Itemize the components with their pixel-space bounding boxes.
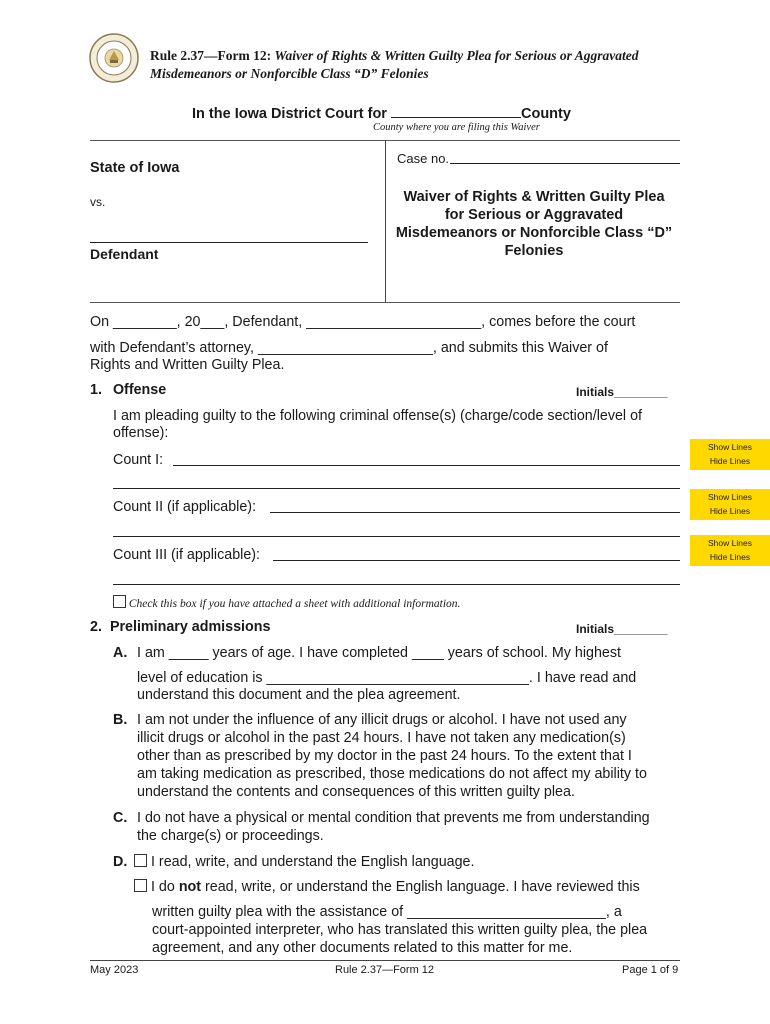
item-a-line-3: understand this document and the plea agreement.: [137, 687, 461, 703]
lines-toggle-count-2: [690, 489, 770, 520]
caption-divider: [385, 140, 386, 302]
hide-lines-button-1[interactable]: Hide Lines: [709, 456, 751, 466]
county-input[interactable]: [391, 104, 521, 118]
case-no-label: Case no.: [397, 151, 450, 166]
item-b-line-4: am taking medication as prescribed, those medications do not affect my ability to: [137, 766, 647, 782]
item-b-letter: B.: [113, 712, 128, 728]
item-d-line-5: agreement, and any other documents related to this matter for me.: [152, 940, 573, 956]
offense-text-1: I am pleading guilty to the following criminal offense(s) (charge/code section/level of: [113, 408, 642, 424]
case-no-input[interactable]: [450, 163, 680, 164]
offense-text-2: offense):: [113, 425, 169, 441]
count-2-label: Count II (if applicable):: [113, 499, 257, 515]
count-3-label: Count III (if applicable):: [113, 547, 261, 563]
count-2-input[interactable]: [270, 512, 680, 513]
item-a-line-1: I am _____ years of age. I have completed ____ years of school. My highest: [137, 645, 621, 661]
intro-line-1: On ________, 20___, Defendant, ______________________, comes before the court: [90, 314, 636, 330]
item-d-line-4: court-appointed interpreter, who has translated this written guilty plea, the plea: [152, 922, 648, 938]
intro-line-3: Rights and Written Guilty Plea.: [90, 357, 285, 373]
item-b-line-3: other than as prescribed by my doctor in the past 24 hours. To the extent that I: [137, 748, 632, 764]
section-1-heading: 1. Offense: [90, 382, 167, 398]
form-header-title: Rule 2.37—Form 12: Waiver of Rights & Written Guilty Plea for Serious or Aggravated: [150, 48, 639, 63]
intro-line-2: with Defendant’s attorney, ______________________, and submits this Waiver of: [90, 340, 608, 356]
count-3-input-line-2[interactable]: [113, 584, 680, 585]
count-2-input-line-2[interactable]: [113, 536, 680, 537]
lines-toggle-count-3: [690, 535, 770, 566]
court-line: In the Iowa District Court for County: [192, 106, 571, 122]
item-a-line-2: level of education is _________________________________. I have read and: [137, 670, 637, 686]
item-b-line-5: understand the contents and consequences of this written guilty plea.: [137, 784, 575, 800]
form-header-subtitle: Misdemeanors or Nonforcible Class “D” Felonies: [150, 66, 429, 81]
english-yes-checkbox[interactable]: [134, 854, 147, 867]
item-a-letter: A.: [113, 645, 128, 661]
item-d-letter: D.: [113, 854, 128, 870]
count-1-input[interactable]: [173, 465, 680, 466]
court-seal-logo: [89, 33, 139, 83]
hide-lines-button-3[interactable]: Hide Lines: [709, 552, 751, 562]
state-label: State of Iowa: [90, 160, 180, 176]
footer-date: May 2023: [90, 964, 139, 976]
footer-page: Page 1 of 9: [622, 964, 679, 976]
item-d-option-2: I do not read, write, or understand the English language. I have reviewed this: [134, 878, 640, 896]
item-b-line-2: illicit drugs or alcohol in the past 24 hours. I have not taken any medication(s): [137, 730, 626, 746]
attached-sheet-checkbox[interactable]: [113, 595, 126, 608]
count-3-input[interactable]: [273, 560, 680, 561]
defendant-label: Defendant: [90, 246, 159, 262]
show-lines-button-3[interactable]: Show Lines: [708, 538, 752, 548]
defendant-name-input[interactable]: [90, 242, 368, 243]
count-1-input-line-2[interactable]: [113, 488, 680, 489]
show-lines-button-1[interactable]: Show Lines: [708, 442, 752, 452]
section-2-heading: 2. Preliminary admissions: [90, 619, 271, 635]
section-2-initials[interactable]: Initials________: [576, 622, 668, 636]
footer-form: Rule 2.37—Form 12: [335, 964, 435, 976]
county-hint: County where you are filing this Waiver: [373, 122, 540, 133]
attached-sheet-row: Check this box if you have attached a sheet with additional information.: [113, 595, 460, 610]
document-title: Waiver of Rights & Written Guilty Plea for Serious or Aggravated Misdemeanors or Nonforcible Class “D” Felonies: [395, 189, 673, 259]
item-c-letter: C.: [113, 810, 128, 826]
lines-toggle-count-1: [690, 439, 770, 470]
vs-label: vs.: [90, 195, 106, 209]
show-lines-button-2[interactable]: Show Lines: [708, 492, 752, 502]
item-d-line-3: written guilty plea with the assistance of _________________________, a: [152, 904, 622, 920]
section-1-initials[interactable]: Initials________: [576, 385, 668, 399]
hide-lines-button-2[interactable]: Hide Lines: [709, 506, 751, 516]
item-d-option-1: I read, write, and understand the English language.: [134, 853, 474, 871]
item-c-line-1: I do not have a physical or mental condition that prevents me from understanding: [137, 810, 650, 826]
item-b-line-1: I am not under the influence of any illicit drugs or alcohol. I have not used any: [137, 712, 627, 728]
footer-rule: [90, 960, 680, 961]
caption-bottom-rule: [90, 302, 680, 303]
english-no-checkbox[interactable]: [134, 879, 147, 892]
item-c-line-2: the charge(s) or proceedings.: [137, 828, 324, 844]
count-1-label: Count I:: [113, 452, 164, 468]
